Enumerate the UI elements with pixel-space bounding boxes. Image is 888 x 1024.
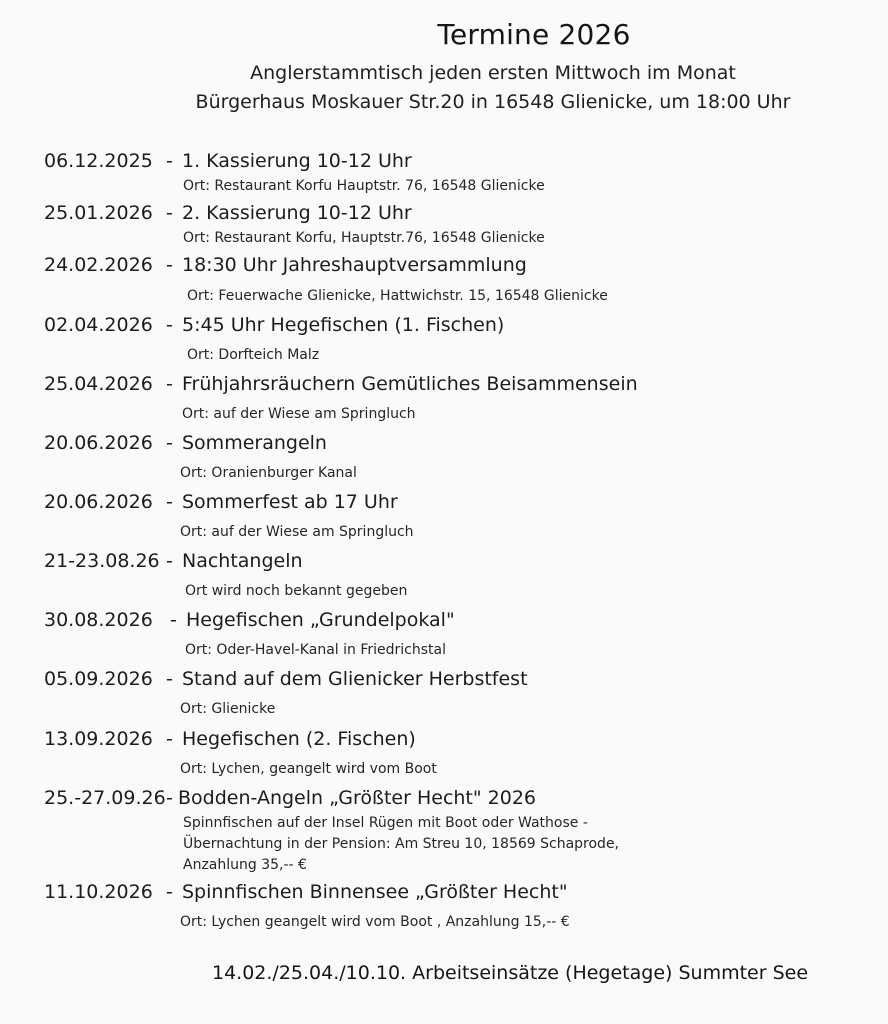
- event-location: Ort: Glienicke: [180, 701, 276, 717]
- event-location: Ort: Feuerwache Glienicke, Hattwichstr. 15, 16548 Glienicke: [187, 288, 608, 304]
- event-item: [44, 149, 545, 197]
- event-separator: -: [166, 881, 173, 903]
- event-separator: -: [166, 202, 173, 224]
- event-location: Ort: auf der Wiese am Springluch: [180, 524, 414, 540]
- event-location: Ort: auf der Wiese am Springluch: [182, 406, 416, 422]
- event-title: Bodden-Angeln „Größter Hecht" 2026: [178, 787, 537, 809]
- event-item: [44, 727, 437, 780]
- event-location: Ort: Restaurant Korfu, Hauptstr.76, 16548 Glienicke: [183, 230, 545, 246]
- event-item: [44, 431, 357, 484]
- event-title: Stand auf dem Glienicker Herbstfest: [182, 668, 528, 690]
- event-separator: -: [166, 550, 173, 572]
- event-date: 25.04.2026: [44, 373, 153, 395]
- event-main: [44, 667, 528, 691]
- event-item: [44, 313, 504, 366]
- event-separator: -: [166, 728, 173, 750]
- event-title: Hegefischen (2. Fischen): [182, 728, 416, 750]
- event-location: Ort: Oder-Havel-Kanal in Friedrichstal: [185, 642, 446, 658]
- event-location: Ort wird noch bekannt gegeben: [185, 583, 408, 599]
- event-title: Spinnfischen Binnensee „Größter Hecht": [182, 881, 568, 903]
- event-date: 20.06.2026: [44, 432, 153, 454]
- event-main: [44, 372, 638, 396]
- event-separator: -: [166, 373, 173, 395]
- event-location: Ort: Lychen geangelt wird vom Boot , Anzahlung 15,-- €: [180, 914, 570, 930]
- event-date: 30.08.2026: [44, 609, 153, 631]
- event-date: 25.-27.09.26: [44, 787, 166, 809]
- event-main: [44, 149, 545, 173]
- event-item: [44, 608, 455, 661]
- event-title: Nachtangeln: [182, 550, 303, 572]
- event-main: [44, 313, 504, 337]
- event-title: Frühjahrsräuchern Gemütliches Beisammensein: [182, 373, 638, 395]
- event-item: [44, 880, 570, 933]
- event-separator: -: [166, 491, 173, 513]
- event-title: Hegefischen „Grundelpokal": [186, 609, 455, 631]
- event-item: [44, 549, 407, 602]
- event-title: 5:45 Uhr Hegefischen (1. Fischen): [182, 314, 505, 336]
- event-separator: -: [166, 254, 173, 276]
- event-item: [44, 667, 528, 720]
- event-date: 24.02.2026: [44, 254, 153, 276]
- event-separator: -: [166, 150, 173, 172]
- event-location: Ort: Lychen, geangelt wird vom Boot: [180, 761, 437, 777]
- footer-work-days: 14.02./25.04./10.10. Arbeitseinsätze (Hegetage) Summter See: [212, 962, 809, 984]
- event-location: Ort: Dorfteich Malz: [187, 347, 320, 363]
- event-title: 1. Kassierung 10-12 Uhr: [182, 150, 412, 172]
- page-title: Termine 2026: [437, 18, 631, 51]
- event-date: 02.04.2026: [44, 314, 153, 336]
- event-title: Sommerfest ab 17 Uhr: [182, 491, 398, 513]
- subtitle-stammtisch: Anglerstammtisch jeden ersten Mittwoch im Monat: [250, 62, 736, 84]
- subtitle-venue: Bürgerhaus Moskauer Str.20 in 16548 Glienicke, um 18:00 Uhr: [195, 91, 791, 113]
- event-item: [44, 490, 414, 543]
- event-date: 25.01.2026: [44, 202, 153, 224]
- event-item: [44, 201, 545, 249]
- event-separator: -: [166, 314, 173, 336]
- event-date: 21-23.08.26: [44, 550, 160, 572]
- event-separator: -: [166, 668, 173, 690]
- event-separator: -: [166, 787, 173, 809]
- event-title: Sommerangeln: [182, 432, 327, 454]
- event-item: [44, 372, 638, 425]
- event-date: 11.10.2026: [44, 881, 153, 903]
- event-date: 20.06.2026: [44, 491, 153, 513]
- event-main: [44, 201, 545, 225]
- event-main: [44, 549, 407, 573]
- event-main: [44, 727, 437, 751]
- event-item: [44, 253, 608, 307]
- event-location: Spinnfischen auf der Insel Rügen mit Boot oder Wathose - Übernachtung in der Pension: Am Streu 10, 18569 Schaprode, Anzahlung 35,-- €: [183, 815, 620, 873]
- event-main: [44, 880, 570, 904]
- event-location: Ort: Restaurant Korfu Hauptstr. 76, 16548 Glienicke: [183, 178, 545, 194]
- event-main: [44, 490, 414, 514]
- event-title: 2. Kassierung 10-12 Uhr: [182, 202, 412, 224]
- event-item: [44, 786, 619, 876]
- event-main: [44, 608, 455, 632]
- event-date: 05.09.2026: [44, 668, 153, 690]
- event-location: Ort: Oranienburger Kanal: [180, 465, 357, 481]
- event-date: 13.09.2026: [44, 728, 153, 750]
- event-main: [44, 253, 608, 277]
- event-main: [44, 431, 357, 455]
- event-date: 06.12.2025: [44, 150, 153, 172]
- event-separator: -: [166, 432, 173, 454]
- event-title: 18:30 Uhr Jahreshauptversammlung: [182, 254, 527, 276]
- event-separator: -: [170, 609, 177, 631]
- event-main: [44, 786, 619, 810]
